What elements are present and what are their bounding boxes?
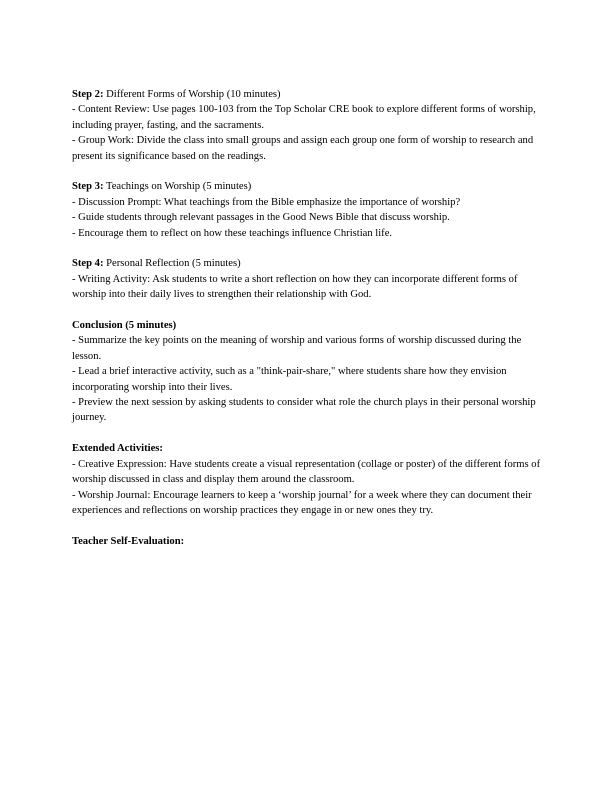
- step-3-guide-students: - Guide students through relevant passages in the Good News Bible that discuss worship.: [72, 212, 450, 224]
- step-3-section: [72, 179, 542, 241]
- extended-activities-heading: Extended Activities:: [72, 443, 163, 455]
- teacher-self-evaluation-section: [72, 534, 542, 549]
- step-4-writing-activity: - Writing Activity: Ask students to write a short reflection on how they can incorporate different forms of worship into their daily lives to strengthen their relationship with God.: [72, 273, 518, 301]
- step-4-heading: [72, 256, 542, 271]
- step-3-encourage-reflection: - Encourage them to reflect on how these teachings influence Christian life.: [72, 227, 393, 239]
- step-2-group-work: - Group Work: Divide the class into small groups and assign each group one form of worship to research and present its significance based on the readings.: [72, 135, 534, 162]
- document-body: [72, 87, 542, 565]
- step-2-label: Step 2:: [72, 89, 104, 100]
- extended-creative-expression: - Creative Expression: Have students create a visual representation (collage or poster) of the different forms of worship discussed in class and display them around the classroom.: [72, 458, 541, 486]
- conclusion-summarize: - Summarize the key points on the meaning of worship and various forms of worship discussed during the lesson.: [72, 335, 522, 362]
- step-2-content-review: - Content Review: Use pages 100-103 from the Top Scholar CRE book to explore different forms of worship, including prayer, fasting, and the sacraments.: [72, 104, 536, 131]
- step-3-discussion-prompt: - Discussion Prompt: What teachings from the Bible emphasize the importance of worship?: [72, 196, 461, 208]
- step-4-section: [72, 256, 542, 302]
- conclusion-preview: - Preview the next session by asking students to consider what role the church plays in their personal worship journey.: [72, 397, 536, 424]
- step-4-label: Step 4:: [72, 258, 104, 270]
- teacher-self-evaluation-heading: Teacher Self-Evaluation:: [72, 535, 185, 547]
- conclusion-heading: Conclusion (5 minutes): [72, 320, 177, 332]
- step-2-section: [72, 87, 542, 164]
- step-2-heading: [72, 87, 542, 102]
- step-2-title: Different Forms of Worship (10 minutes): [103, 89, 281, 100]
- extended-worship-journal: - Worship Journal: Encourage learners to keep a ‘worship journal’ for a week where they can document their experiences and reflections on worship practices they engage in or new ones they try.: [72, 489, 532, 516]
- extended-activities-section: [72, 441, 542, 518]
- step-3-heading: [72, 179, 542, 194]
- conclusion-section: [72, 318, 542, 426]
- conclusion-interactive-activity: - Lead a brief interactive activity, such as a "think-pair-share," where students share how they envision incorporating worship into their lives.: [72, 366, 507, 393]
- step-3-label: Step 3:: [72, 181, 104, 193]
- step-4-title: Personal Reflection (5 minutes): [103, 258, 241, 270]
- step-3-title: Teachings on Worship (5 minutes): [103, 181, 252, 193]
